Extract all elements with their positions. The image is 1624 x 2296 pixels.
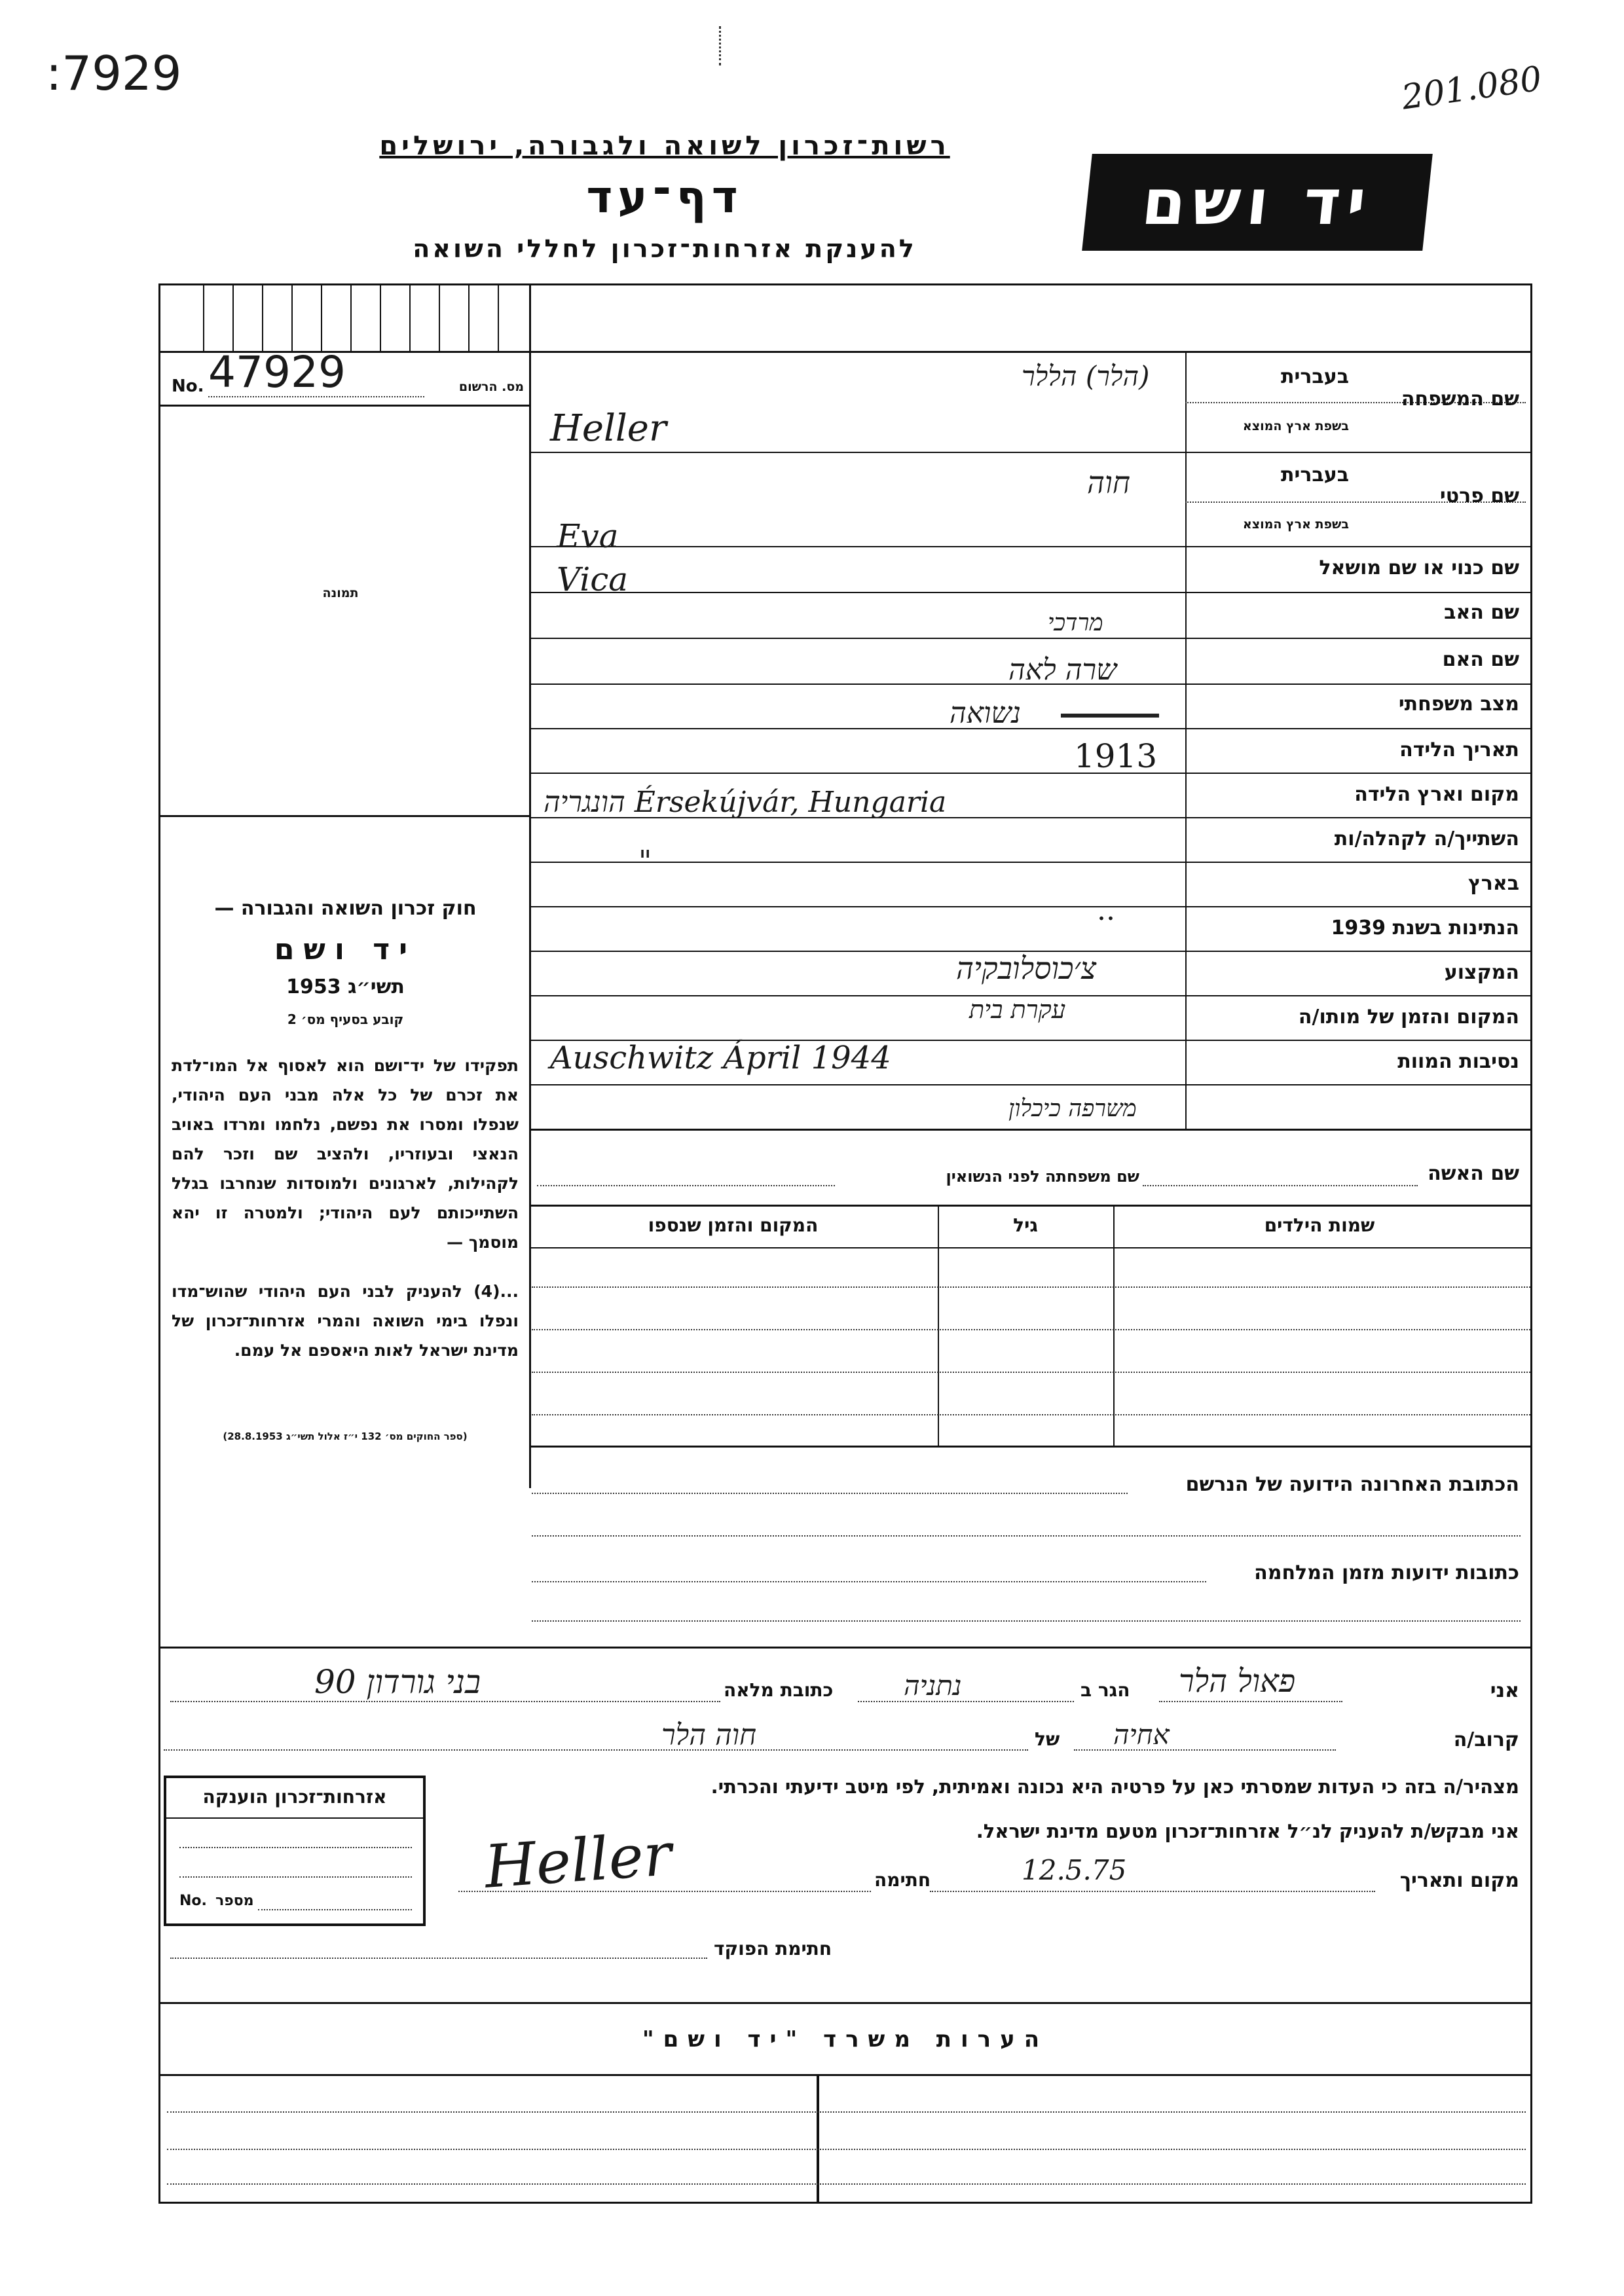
citizenship-box-title: אזרחות־זכרון הוענקה <box>202 1786 387 1808</box>
wife-line <box>1143 1185 1418 1186</box>
children-col-age: גיל <box>1013 1214 1038 1236</box>
row-line <box>529 351 1532 352</box>
strip-cell-9 <box>439 283 440 351</box>
photo-label: תמונה <box>322 586 359 600</box>
strip-cell-2 <box>232 283 234 351</box>
family-name-hebrew-value: (הלר) הללר <box>1022 360 1150 392</box>
strip-cell-1 <box>203 283 204 351</box>
of-label: של <box>1035 1728 1060 1750</box>
children-col-sep-2 <box>938 1205 939 1446</box>
reg-number-divider <box>158 405 529 407</box>
mother-value: שרה לאה <box>1008 653 1117 687</box>
birth-place-label: מקום וארץ הלידה <box>1354 783 1519 806</box>
law-text-1: תפקידו של יד־ושם הוא לאסוף אל המו־לדת את זכרם של כל אלה מבני העם היהודי, שנפלו ומסרו את נפשם, נלחמו ומרדו באויב הנאצי ובעוזריו, ולהציב שם וזכר להם לקהילות, לארגונים ולמוסדות שנחרבו בגלל השתייכותם לעם היהודי; ולמטרה זו יהא מוסמך — <box>172 1056 519 1252</box>
lives-in-value: נתניה <box>904 1669 962 1702</box>
profession-value: עקרת בית <box>969 995 1066 1024</box>
strip-cell-6 <box>350 283 352 351</box>
law-reference: (ספר החוקים מס׳ 132 י״ז אלול תשי״ג 28.8.1953) <box>223 1430 468 1442</box>
row-line <box>529 1129 1532 1131</box>
place-date-line <box>930 1891 1375 1892</box>
reg-number-line <box>208 396 424 397</box>
row-line <box>529 862 1532 863</box>
strip-cell-8 <box>409 283 411 351</box>
citizenship-box-number-label: מספר <box>215 1893 254 1909</box>
children-col-names: שמות הילדים <box>1264 1214 1375 1236</box>
children-table-top <box>529 1205 1532 1207</box>
family-name-hebrew-label: בעברית <box>1281 365 1349 388</box>
first-name-label: שם פרטי <box>1439 484 1519 507</box>
citizenship-value: צ׳כוסלובקיה <box>956 951 1097 986</box>
strip-cell-5 <box>321 283 322 351</box>
binder-mark <box>719 26 725 65</box>
wife-maiden-line <box>537 1185 835 1186</box>
office-notes-title: הערות משרד "יד ושם" <box>642 2026 1049 2052</box>
header-authority: רשות־זכרון לשואה ולגבורה, ירושלים <box>379 131 950 161</box>
row-line <box>529 638 1532 639</box>
children-row <box>532 1286 1530 1288</box>
family-name-country-label: בשפת ארץ המוצא <box>1242 419 1349 433</box>
first-name-hebrew-label: בעברית <box>1281 464 1349 486</box>
yad-vashem-logo <box>1082 154 1433 251</box>
photo-divider <box>158 815 529 817</box>
birth-place-value: הונגריה Érsekújvár, Hungaria <box>544 786 947 819</box>
children-row <box>532 1414 1530 1415</box>
row-line <box>529 906 1532 907</box>
lives-in-label: הגר ב <box>1080 1679 1130 1701</box>
row-line <box>529 546 1532 547</box>
margin-note-top-right: 201.080 <box>1399 59 1545 118</box>
law-clause: קובע בסעיף מס׳ 2 <box>287 1011 404 1027</box>
place-date-label: מקום ותאריך <box>1399 1869 1519 1892</box>
children-col-place: המקום והזמן שנספו <box>648 1214 819 1236</box>
law-title: חוק זכרון השואה והגבורה — <box>214 897 477 920</box>
children-row <box>532 1329 1530 1330</box>
father-label: שם האב <box>1444 601 1519 624</box>
address-line <box>170 1701 720 1702</box>
last-address-line-1 <box>532 1493 1128 1494</box>
office-notes-row <box>167 2183 1526 2185</box>
wife-label: שם האשה <box>1428 1162 1519 1185</box>
citizenship-box-number-prefix: No. <box>179 1893 207 1909</box>
birth-date-value: 1913 <box>1074 737 1158 775</box>
death-circumstances-label: נסיבות המוות <box>1397 1050 1519 1073</box>
death-value: Auschwitz Ápril 1944 <box>550 1040 891 1076</box>
office-notes-header-line <box>158 2074 1532 2076</box>
office-notes-top <box>158 2002 1532 2004</box>
citizenship-box-line-2 <box>179 1876 412 1878</box>
first-name-hebrew-value: חוה <box>1087 465 1130 500</box>
place-date-value: 12.5.75 <box>1022 1854 1127 1886</box>
children-table-bottom <box>529 1446 1532 1448</box>
declarant-name-value: פאול הלר <box>1179 1663 1296 1700</box>
reg-number-prefix: No. <box>172 376 204 396</box>
family-name-country-value: Heller <box>550 407 667 450</box>
row-line <box>529 452 1532 453</box>
strip-cell-11 <box>498 283 499 351</box>
marital-value: נשואה <box>950 697 1021 730</box>
declaration-divider <box>158 1647 1532 1649</box>
of-line <box>164 1749 1028 1751</box>
address-label: כתובת מלאה <box>724 1679 834 1701</box>
country-label: בארץ <box>1467 872 1519 895</box>
first-name-country-label: בשפת ארץ המוצא <box>1242 517 1349 532</box>
death-label: המקום והזמן של מותו/ה <box>1298 1006 1519 1029</box>
death-circumstances-value: משרפה כיכלון <box>1008 1095 1137 1122</box>
margin-note-top-left: :7929 <box>46 46 182 101</box>
address-value: בני גורדון 90 <box>314 1663 481 1701</box>
reg-number-label: מס. הרשום <box>458 380 524 394</box>
first-name-country-value: Eva <box>557 517 619 555</box>
reg-number-value: 47929 <box>208 347 346 397</box>
data-end-tick <box>1185 1084 1187 1129</box>
marital-label: מצב משפחתי <box>1398 693 1519 716</box>
row-line <box>529 1084 1532 1085</box>
declarant-name-line <box>1159 1701 1342 1702</box>
strip-cell-10 <box>468 283 470 351</box>
last-address-label: הכתובת האחרונה הידועה של הנרשם <box>1185 1473 1519 1496</box>
header-title: דף־עד <box>586 172 743 223</box>
signature-value: Heller <box>482 1820 674 1902</box>
row-line <box>529 592 1532 593</box>
wartime-address-line-2 <box>532 1620 1521 1622</box>
children-row <box>532 1372 1530 1373</box>
law-year: תשי״ג 1953 <box>286 975 405 998</box>
statement-2: אני מבקש/ת להעניק לנ״ל אזרחות־זכרון מטעם מדינת ישראל. <box>976 1820 1519 1842</box>
statement-1: מצהיר/ה בזה כי העדות שמסרתי כאן על פרטיה היא נכונה ואמיתית, לפי מיטב ידיעתי והכרתי. <box>710 1776 1519 1798</box>
officer-signature-label: חתימת הפוקד <box>714 1938 832 1959</box>
label-column-separator <box>1185 351 1187 1123</box>
logo-text: יד ושם <box>1138 166 1376 239</box>
strip-cell-7 <box>380 283 381 351</box>
declarant-i-label: אני <box>1490 1679 1519 1702</box>
nickname-label: שם כנוי או שם מושאל <box>1319 556 1519 579</box>
citizenship-box <box>164 1776 426 1926</box>
father-value: מרדכי <box>1048 610 1103 636</box>
officer-signature-line <box>170 1958 707 1959</box>
family-name-label: שם המשפחה <box>1401 388 1519 410</box>
relation-value: אחיה <box>1113 1719 1170 1751</box>
row-line <box>529 728 1532 729</box>
citizenship-box-number-line <box>258 1909 412 1910</box>
office-notes-row <box>167 2111 1526 2113</box>
law-text-2: ...(4) להעניק לבני העם היהודי שהוש־מדו ונפלו בימי השואה והמרי אזרחות־זכרון של מדינת ישראל לאות היאספם אל עמם. <box>172 1282 519 1360</box>
wartime-address-label: כתובות ידועות מזמן המלחמה <box>1254 1561 1519 1584</box>
citizenship-label: הנתינות בשנת 1939 <box>1331 917 1519 939</box>
citizenship-box-divider <box>166 1817 423 1819</box>
left-column-separator <box>529 283 531 1488</box>
citizenship-box-line-1 <box>179 1847 412 1848</box>
strip-cell-3 <box>262 283 263 351</box>
row-line <box>529 773 1532 774</box>
office-notes-row <box>167 2149 1526 2150</box>
community-label: השתייך/ה לקהלה/ות <box>1334 828 1519 850</box>
mother-label: שם האם <box>1442 648 1519 671</box>
wartime-address-line-1 <box>532 1581 1206 1582</box>
community-value: " <box>638 845 652 878</box>
strip-cell-4 <box>291 283 293 351</box>
of-value: חוה הלר <box>661 1719 757 1752</box>
header-subtitle: להענקת אזרחות־זכרון לחללי השואה <box>413 234 917 263</box>
lives-in-line <box>858 1701 1074 1702</box>
country-value: .. <box>1097 894 1115 927</box>
nickname-value: Vica <box>557 560 629 598</box>
signature-label: חתימה <box>874 1869 931 1891</box>
wife-maiden-label: שם משפחתה לפני הנשואין <box>946 1167 1139 1186</box>
relation-label: קרוב/ה <box>1453 1728 1519 1751</box>
birth-date-label: תאריך הלידה <box>1399 738 1519 761</box>
children-col-sep-1 <box>1113 1205 1115 1446</box>
children-table-header-line <box>529 1247 1532 1248</box>
marital-strikeout <box>1061 714 1159 718</box>
law-name: יד ושם <box>274 933 417 966</box>
last-address-line-2 <box>532 1535 1521 1537</box>
profession-label: המקצוע <box>1444 961 1519 984</box>
